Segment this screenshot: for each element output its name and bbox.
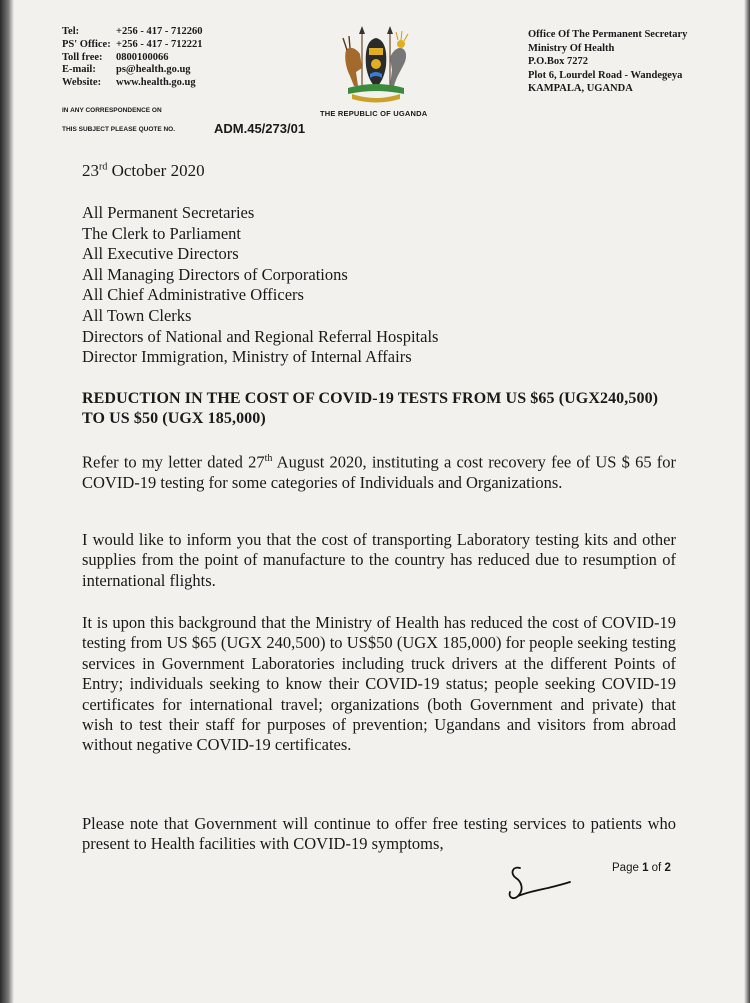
body-paragraph-2: I would like to inform you that the cost of transporting Laboratory testing kits and other supplies from the point of manufacture to the country has reduced due to resumption of international flights.: [82, 530, 676, 590]
contact-value: 0800100066: [116, 51, 169, 63]
office-line: KAMPALA, UGANDA: [528, 83, 633, 94]
addressee-item: All Town Clerks: [82, 305, 192, 325]
p1-before: Refer to my letter dated 27: [82, 452, 265, 472]
date-suffix: rd: [99, 161, 108, 173]
letter-date: [82, 161, 205, 181]
reference-number: ADM.45/273/01: [214, 121, 306, 136]
page-current: 1: [642, 862, 649, 874]
addressee-item: All Managing Directors of Corporations: [82, 264, 348, 284]
contact-value: +256 - 417 - 712221: [116, 38, 203, 50]
addressee-list: [82, 203, 438, 368]
correspondence-note-line2: THIS SUBJECT PLEASE QUOTE NO.: [62, 126, 176, 133]
letter-subject: REDUCTION IN THE COST OF COVID-19 TESTS FROM US $65 (UGX240,500) TO US $50 (UGX 185,000): [82, 390, 659, 427]
body-paragraph-3: It is upon this background that the Ministry of Health has reduced the cost of COVID-19 testing from US $65 (UGX 240,500) to US$50 (UGX 185,000) for people seeking testing services in Government Laboratories including truck drivers at the different Points of Entry; individuals seeking to know their COVID-19 status; people seeking COVID-19 certificates for international travel; organizations (both Government and private) that wish to test their staff for purposes of prevention; Ugandans and visitors from abroad without negative COVID-19 certificates.: [82, 613, 676, 755]
page-shadow-right: [744, 0, 750, 1003]
office-line: P.O.Box 7272: [528, 56, 588, 67]
contact-value: ps@health.go.ug: [116, 64, 191, 76]
p1-after: August 2020, instituting a cost recovery fee of US $ 65 for COVID-19 testing for some categories of Individuals and Organizations.: [82, 452, 676, 492]
addressee-item: Directors of National and Regional Referral Hospitals: [82, 326, 439, 346]
contact-row: [62, 26, 202, 39]
contact-row: [62, 52, 202, 65]
page-total: 2: [664, 862, 671, 874]
body-paragraph-4: Please note that Government will continue to offer free testing services to patients who present to Health facilities with COVID-19 symptoms,: [82, 814, 676, 854]
contact-label: Toll free:: [62, 51, 103, 63]
addressee-item: The Clerk to Parliament: [82, 223, 241, 243]
uganda-coat-of-arms-icon: [338, 24, 414, 104]
office-line: Office Of The Permanent Secretary: [528, 29, 688, 40]
date-rest: October 2020: [107, 161, 205, 180]
republic-title: THE REPUBLIC OF UGANDA: [320, 109, 428, 118]
contact-label: E-mail:: [62, 64, 96, 76]
contact-value: +256 - 417 - 712260: [116, 26, 203, 37]
date-day: 23: [82, 161, 99, 180]
office-address-block: [528, 28, 687, 96]
page-number: [612, 862, 671, 874]
office-line: Ministry Of Health: [528, 42, 615, 54]
contact-row: [62, 77, 202, 90]
page-of: of: [648, 862, 665, 874]
contact-value: www.health.go.ug: [116, 77, 196, 89]
page-label: Page: [612, 862, 643, 874]
p1-sup: th: [264, 453, 273, 464]
contact-label: PS' Office:: [62, 38, 111, 50]
office-line: Plot 6, Lourdel Road - Wandegeya: [528, 69, 683, 81]
addressee-item: All Permanent Secretaries: [82, 203, 255, 222]
contact-label: Tel:: [62, 26, 80, 37]
page-shadow-left: [0, 0, 14, 1003]
contact-row: [62, 64, 202, 77]
addressee-item: All Chief Administrative Officers: [82, 285, 304, 305]
contact-block: [62, 26, 202, 90]
correspondence-note-line1: IN ANY CORRESPONDENCE ON: [62, 107, 162, 114]
addressee-item: Director Immigration, Ministry of Internal Affairs: [82, 347, 412, 367]
handwritten-signature-icon: [502, 862, 572, 906]
body-paragraph-1: [82, 449, 676, 493]
contact-row: [62, 39, 202, 52]
addressee-item: All Executive Directors: [82, 244, 239, 264]
contact-label: Website:: [62, 77, 102, 89]
